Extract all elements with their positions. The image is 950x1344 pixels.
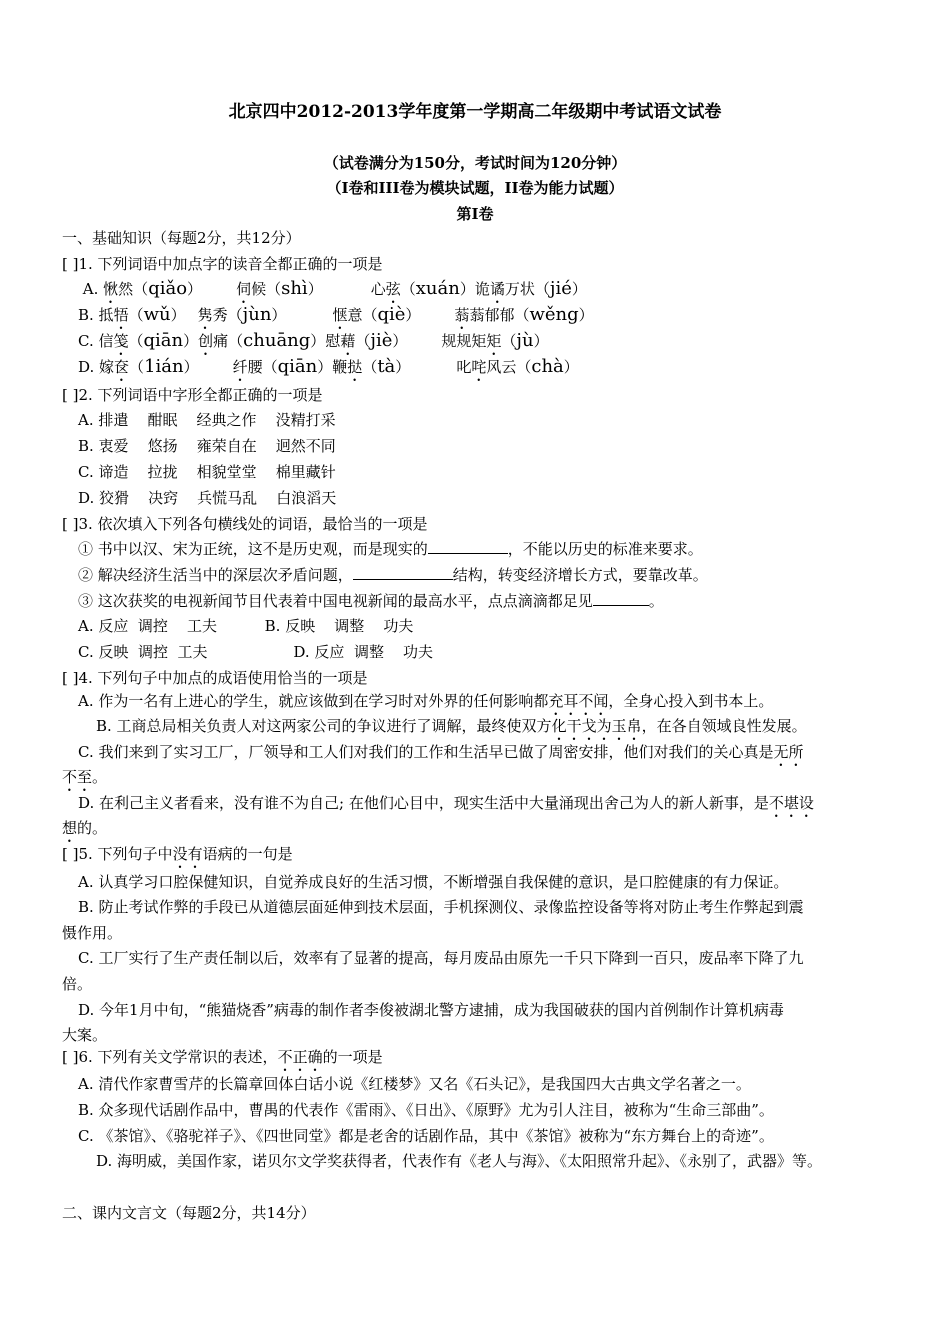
section2-heading: 二、课内文言文（每题2分，共14分） <box>62 1204 316 1222</box>
text: （ <box>128 332 144 350</box>
dotted-word: 没有 <box>172 845 203 863</box>
dotted-char: 伺 <box>236 280 252 298</box>
text: B. 抵 <box>78 306 114 324</box>
text: ） <box>170 306 186 324</box>
text: ） <box>187 280 203 298</box>
text: ） <box>183 332 199 350</box>
text: 的。 <box>77 819 108 837</box>
q5-option-b-line2: 慑作用。 <box>62 924 123 942</box>
pinyin: qiān <box>277 356 318 377</box>
text: ） <box>317 358 333 376</box>
dotted-char: 奁 <box>114 358 130 376</box>
text: ） <box>578 306 594 324</box>
text: 腰（ <box>247 358 278 376</box>
q6-option-b: B. 众多现代话剧作品中，曹禺的代表作《雷雨》、《日出》、《原野》尤为引人注目，被称为“生命三部曲”。 <box>78 1101 774 1119</box>
q2-option-c: C. 谛造 拉拢 相貌堂堂 棉里藏针 <box>78 463 336 481</box>
text: 慰 <box>325 332 341 350</box>
text: 的一项是 <box>322 1048 383 1066</box>
q1-option-c <box>78 331 549 359</box>
dotted-char: 藉 <box>340 332 356 350</box>
q4-option-c-line1 <box>78 742 804 770</box>
text: 结构，转变经济增长方式，要靠改革。 <box>452 566 708 584</box>
q2-stem: [ ]2. 下列词语中字形全都正确的一项是 <box>62 386 323 404</box>
dotted-char: 惬 <box>332 306 348 324</box>
q3-sentence-1 <box>78 539 703 559</box>
pinyin: tà <box>377 356 396 377</box>
q3-options-ab: A. 反应 调控 工夫 B. 反映 调整 功夫 <box>78 617 414 635</box>
q5-option-a: A. 认真学习口腔保健知识，自觉养成良好的生活习惯，不断增强自我保健的意识，是口腔健康的有力保证。 <box>78 873 789 891</box>
q4-stem: [ ]4. 下列句子中加点的成语使用恰当的一项是 <box>62 669 368 687</box>
text: 万状（ <box>504 280 550 298</box>
text: 叱 <box>456 358 472 376</box>
text: 。 <box>648 592 664 610</box>
dotted-idiom: 化干戈为玉帛 <box>551 717 642 735</box>
text: D. 在利己主义者看来，没有谁不为自己; 在他们心目中，现实生活中大量涌现出舍己为人的新人新事，是 <box>78 794 769 812</box>
dotted-char: 蓊 <box>454 306 470 324</box>
text: （ <box>129 358 145 376</box>
pinyin: jùn <box>242 304 272 325</box>
q4-option-b <box>96 716 807 744</box>
q4-option-d-line1 <box>78 793 814 821</box>
pinyin: qiǎo <box>148 278 188 299</box>
dotted-char: 创 <box>198 332 214 350</box>
text: 规规矩 <box>441 332 487 350</box>
q5-stem <box>62 844 293 872</box>
section1-heading: 一、基础知识（每题2分，共12分） <box>62 229 301 247</box>
pinyin: wěng <box>529 304 579 325</box>
dotted-char: 咤 <box>471 358 487 376</box>
dotted-idiom: 想 <box>62 819 78 837</box>
fill-blank <box>353 565 453 580</box>
pinyin: jiè <box>370 330 393 351</box>
text: ） <box>395 358 411 376</box>
fill-blank <box>593 591 649 606</box>
q4-option-d-line2 <box>62 818 107 846</box>
text: （ <box>400 280 416 298</box>
text: 风云（ <box>486 358 532 376</box>
dotted-char: 挞 <box>347 358 363 376</box>
dotted-word: 不正确 <box>277 1048 323 1066</box>
exam-title: 北京四中2012-2013学年度第一学期高二年级期中考试语文试卷 <box>228 102 722 122</box>
dotted-idiom: 不堪设 <box>768 794 814 812</box>
text: 语病的一句是 <box>202 845 293 863</box>
text: A. 作为一名有上进心的学生，就应该做到在学习时对外界的任何影响都 <box>78 692 549 710</box>
q5-option-d-line2: 大案。 <box>62 1026 108 1044</box>
q2-option-d: D. 狡猾 决窍 兵慌马乱 白浪滔天 <box>78 489 337 507</box>
q1-stem: [ ]1. 下列词语中加点字的读音全都正确的一项是 <box>62 255 383 273</box>
dotted-idiom: 充耳不闻 <box>548 692 609 710</box>
text: ） <box>563 358 579 376</box>
text: 痛（ <box>213 332 244 350</box>
text: ） <box>571 280 587 298</box>
q2-option-b: B. 衷爱 悠扬 雍荣自在 迥然不同 <box>78 437 336 455</box>
text: 然（ <box>118 280 149 298</box>
text: ） <box>392 332 408 350</box>
q6-option-a: A. 清代作家曹雪芹的长篇章回体白话小说《红楼梦》又名《石头记》，是我国四大古典文学名著之一。 <box>78 1075 751 1093</box>
q1-option-b <box>78 305 594 333</box>
pinyin: wǔ <box>143 304 171 325</box>
text: B. 工商总局相关负责人对这两家公司的争议进行了调解，最终使双方 <box>96 717 552 735</box>
text: 蓊郁郁（ <box>469 306 530 324</box>
pinyin: 1ián <box>144 356 184 377</box>
q3-sentence-2 <box>78 565 708 585</box>
dotted-char: 弦 <box>385 280 401 298</box>
text: ） <box>533 332 549 350</box>
pinyin: jù <box>516 330 534 351</box>
option-letter: A. <box>82 280 104 298</box>
q6-option-d: D. 海明威，美国作家，诺贝尔文学奖获得者，代表作有《老人与海》、《太阳照常升起》、《永别了，武器》等。 <box>96 1152 823 1170</box>
pinyin: qiān <box>143 330 184 351</box>
q1-option-d <box>78 357 579 385</box>
dotted-char: 愀 <box>103 280 119 298</box>
text: C. 信 <box>78 332 114 350</box>
text: ） <box>183 358 199 376</box>
text: D. 嫁 <box>78 358 115 376</box>
text: （ <box>501 332 517 350</box>
q6-stem <box>62 1047 383 1075</box>
q1-option-a <box>78 279 587 307</box>
dotted-char: 纤 <box>232 358 248 376</box>
q3-options-cd: C. 反映 调控 工夫 D. 反应 调整 功夫 <box>78 643 434 661</box>
text: ，在各自领域良性发展。 <box>641 717 807 735</box>
text: ） <box>310 332 326 350</box>
text: C. 我们来到了实习工厂，厂领导和工人们对我们的工作和生活早已做了周密安排，他们对我们的关心真是 <box>78 743 774 761</box>
text: （ <box>355 332 371 350</box>
pinyin: chà <box>531 356 564 377</box>
q6-option-c: C. 《茶馆》、《骆驼祥子》、《四世同堂》都是老舍的话剧作品，其中《茶馆》被称为“东方舞台上的奇迹”。 <box>78 1127 774 1145</box>
text: ） <box>459 280 475 298</box>
q5-option-c-line2: 倍。 <box>62 975 93 993</box>
dotted-idiom: 不至 <box>62 768 93 786</box>
q4-option-a <box>78 691 773 719</box>
pinyin: shì <box>281 278 308 299</box>
text: 候（ <box>251 280 282 298</box>
q2-option-a: A. 排遣 酣眠 经典之作 没精打采 <box>78 411 336 429</box>
text: ① 书中以汉、宋为正统，这不是历史观，而是现实的 <box>78 540 428 558</box>
text: ） <box>271 306 287 324</box>
text: ，全身心投入到书本上。 <box>608 692 774 710</box>
text: 鞭 <box>332 358 348 376</box>
pinyin: xuán <box>415 278 460 299</box>
q5-option-c-line1: C. 工厂实行了生产责任制以后，效率有了显著的提高，每月废品由原先一千只下降到一百只，废品率下降了九 <box>78 949 804 967</box>
dotted-char: 谲 <box>489 280 505 298</box>
pinyin: chuāng <box>243 330 311 351</box>
text: ） <box>405 306 421 324</box>
text: ② 解决经济生活当中的深层次矛盾问题， <box>78 566 353 584</box>
volume-heading: 第I卷 <box>456 205 494 223</box>
exam-note-score: （试卷满分为150分，考试时间为120分钟） <box>323 154 627 172</box>
text: （ <box>128 306 144 324</box>
pinyin: qiè <box>377 304 406 325</box>
dotted-char: 隽 <box>197 306 213 324</box>
text: [ ]5. 下列句子中 <box>62 845 173 863</box>
q5-option-d-line1: D. 今年1月中旬，“熊猫烧香”病毒的制作者李俊被湖北警方逮捕，成为我国破获的国内首例制作计算机病毒 <box>78 1001 784 1019</box>
text: ③ 这次获奖的电视新闻节目代表着中国电视新闻的最高水平，点点滴滴都足见 <box>78 592 593 610</box>
dotted-idiom: 无所 <box>773 743 804 761</box>
text: 心 <box>370 280 386 298</box>
dotted-char: 笺 <box>113 332 129 350</box>
fill-blank <box>428 539 508 554</box>
q3-sentence-3 <box>78 591 664 611</box>
exam-note-modules: （I卷和III卷为模块试题，II卷为能力试题） <box>326 179 624 197</box>
text: 意（ <box>347 306 378 324</box>
text: 。 <box>92 768 108 786</box>
text: [ ]6. 下列有关文学常识的表述， <box>62 1048 278 1066</box>
pinyin: jié <box>549 278 572 299</box>
text: ，不能以历史的标准来要求。 <box>507 540 703 558</box>
q4-option-c-line2 <box>62 767 107 795</box>
dotted-char: 牾 <box>113 306 129 324</box>
text: ） <box>307 280 323 298</box>
dotted-char: 矩 <box>486 332 502 350</box>
q5-option-b-line1: B. 防止考试作弊的手段已从道德层面延伸到技术层面，手机探测仪、录像监控设备等将对防止考生作弊起到震 <box>78 898 804 916</box>
q3-stem: [ ]3. 依次填入下列各句横线处的词语，最恰当的一项是 <box>62 515 428 533</box>
text: 秀（ <box>212 306 243 324</box>
text: （ <box>362 358 378 376</box>
text: 诡 <box>474 280 490 298</box>
